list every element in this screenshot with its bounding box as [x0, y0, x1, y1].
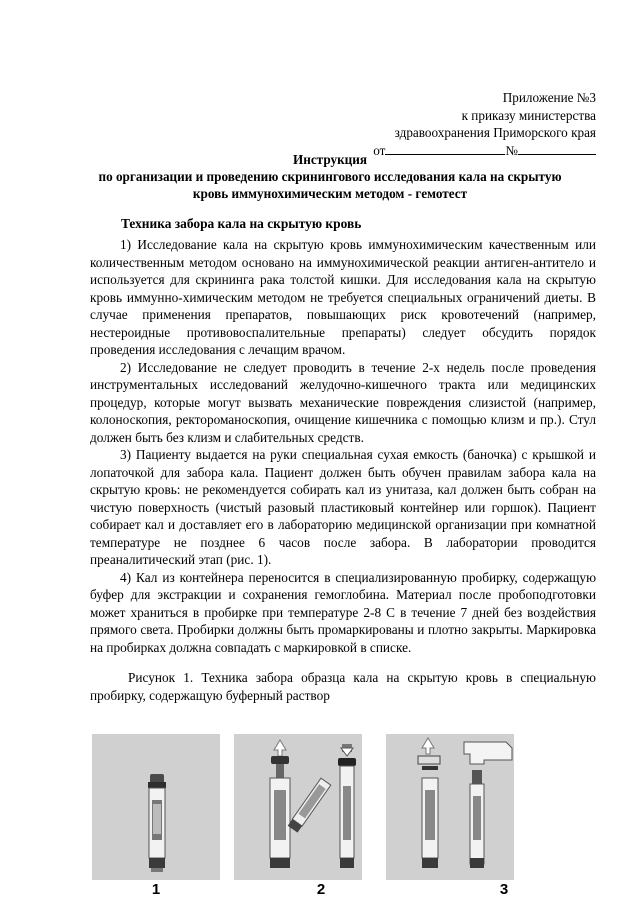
- figure-caption: Рисунок 1. Техника забора образца кала на скрытую кровь в специальную пробирку, содержащую буферный раствор: [90, 670, 596, 703]
- paragraph-4: 4) Кал из контейнера переносится в специализированную пробирку, содержащую буфер для экстракции и сохранения гемоглобина. Материал после пробоподготовки может храниться в пробирке при температуре 2-8 С в течение 7 дней без воздействия прямого света. Пробирки должны быть промаркированы и плотно закрыты. Маркировка на пробирках должна совпадать с маркировкой в списке.: [90, 569, 596, 655]
- appendix-line-1: Приложение №3: [502, 90, 596, 105]
- figure-label-2: 2: [316, 881, 326, 898]
- appendix-header: [373, 89, 596, 159]
- appendix-line-2: к приказу министерства: [461, 107, 596, 123]
- title-line-3: кровь иммунохимическим методом - гемотест: [192, 186, 468, 201]
- figure-panel-1: [92, 734, 220, 880]
- title-line-2: по организации и проведению скринингового исследования кала на скрытую: [98, 169, 562, 184]
- number-sign: №: [505, 142, 518, 158]
- tube-faucet-image: [386, 734, 514, 880]
- title-line-1: Инструкция: [292, 152, 368, 167]
- date-prefix: от: [373, 142, 386, 158]
- body-text: [90, 236, 596, 656]
- figure-panel-2: [234, 734, 362, 880]
- appendix-line-3: здравоохранения Приморского края: [394, 125, 596, 140]
- figure-panel-3: [386, 734, 514, 880]
- paragraph-3: 3) Пациенту выдается на руки специальная сухая емкость (баночка) с крышкой и лопаточкой для забора кала. Пациент должен быть обучен правилам забора кала на скрытую кровь: не рекомендуется собирать кал из унитаза, кал должен быть собран на чистую поверхность (чистый разовый пластиковый контейнер или горшок). Пациент собирает кал и доставляет его в лабораторию медицинской организации при комнатной температуре не позднее 6 часов после забора. В лаборатории проводится преаналитический этап (рис. 1).: [90, 447, 596, 567]
- tube-closed-image: [92, 734, 220, 880]
- paragraph-2: 2) Исследование не следует проводить в течение 2-х недель после проведения инструментальных исследований желудочно-кишечного тракта или медицинских процедур, которые могут вызвать механические повреждения слизистой (например, колоноскопия, ректороманоскопия, очищение кишечника с помощью клизм и пр.). Стул должен быть без клизм и слабительных средств.: [90, 359, 596, 445]
- section-title: Техника забора кала на скрытую кровь: [121, 216, 362, 231]
- tube-open-image: [234, 734, 362, 880]
- figure-sample-collection: [92, 734, 608, 884]
- figure-label-3: 3: [499, 881, 509, 898]
- paragraph-1: 1) Исследование кала на скрытую кровь иммунохимическим качественным или количественным методом основано на иммунохимической реакции антиген-антитело и используется для скрининга рака толстой кишки. Для исследования кала на скрытую кровь иммунно-химическим методом не требуется специальных ограничений диеты. В случае применения препаратов, повышающих риск кровотечений (например, нестероидные противовоспалительные препараты) следует обсудить порядок проведения исследования с лечащим врачом.: [90, 237, 596, 357]
- figure-label-1: 1: [151, 881, 161, 898]
- document-title: [60, 151, 600, 202]
